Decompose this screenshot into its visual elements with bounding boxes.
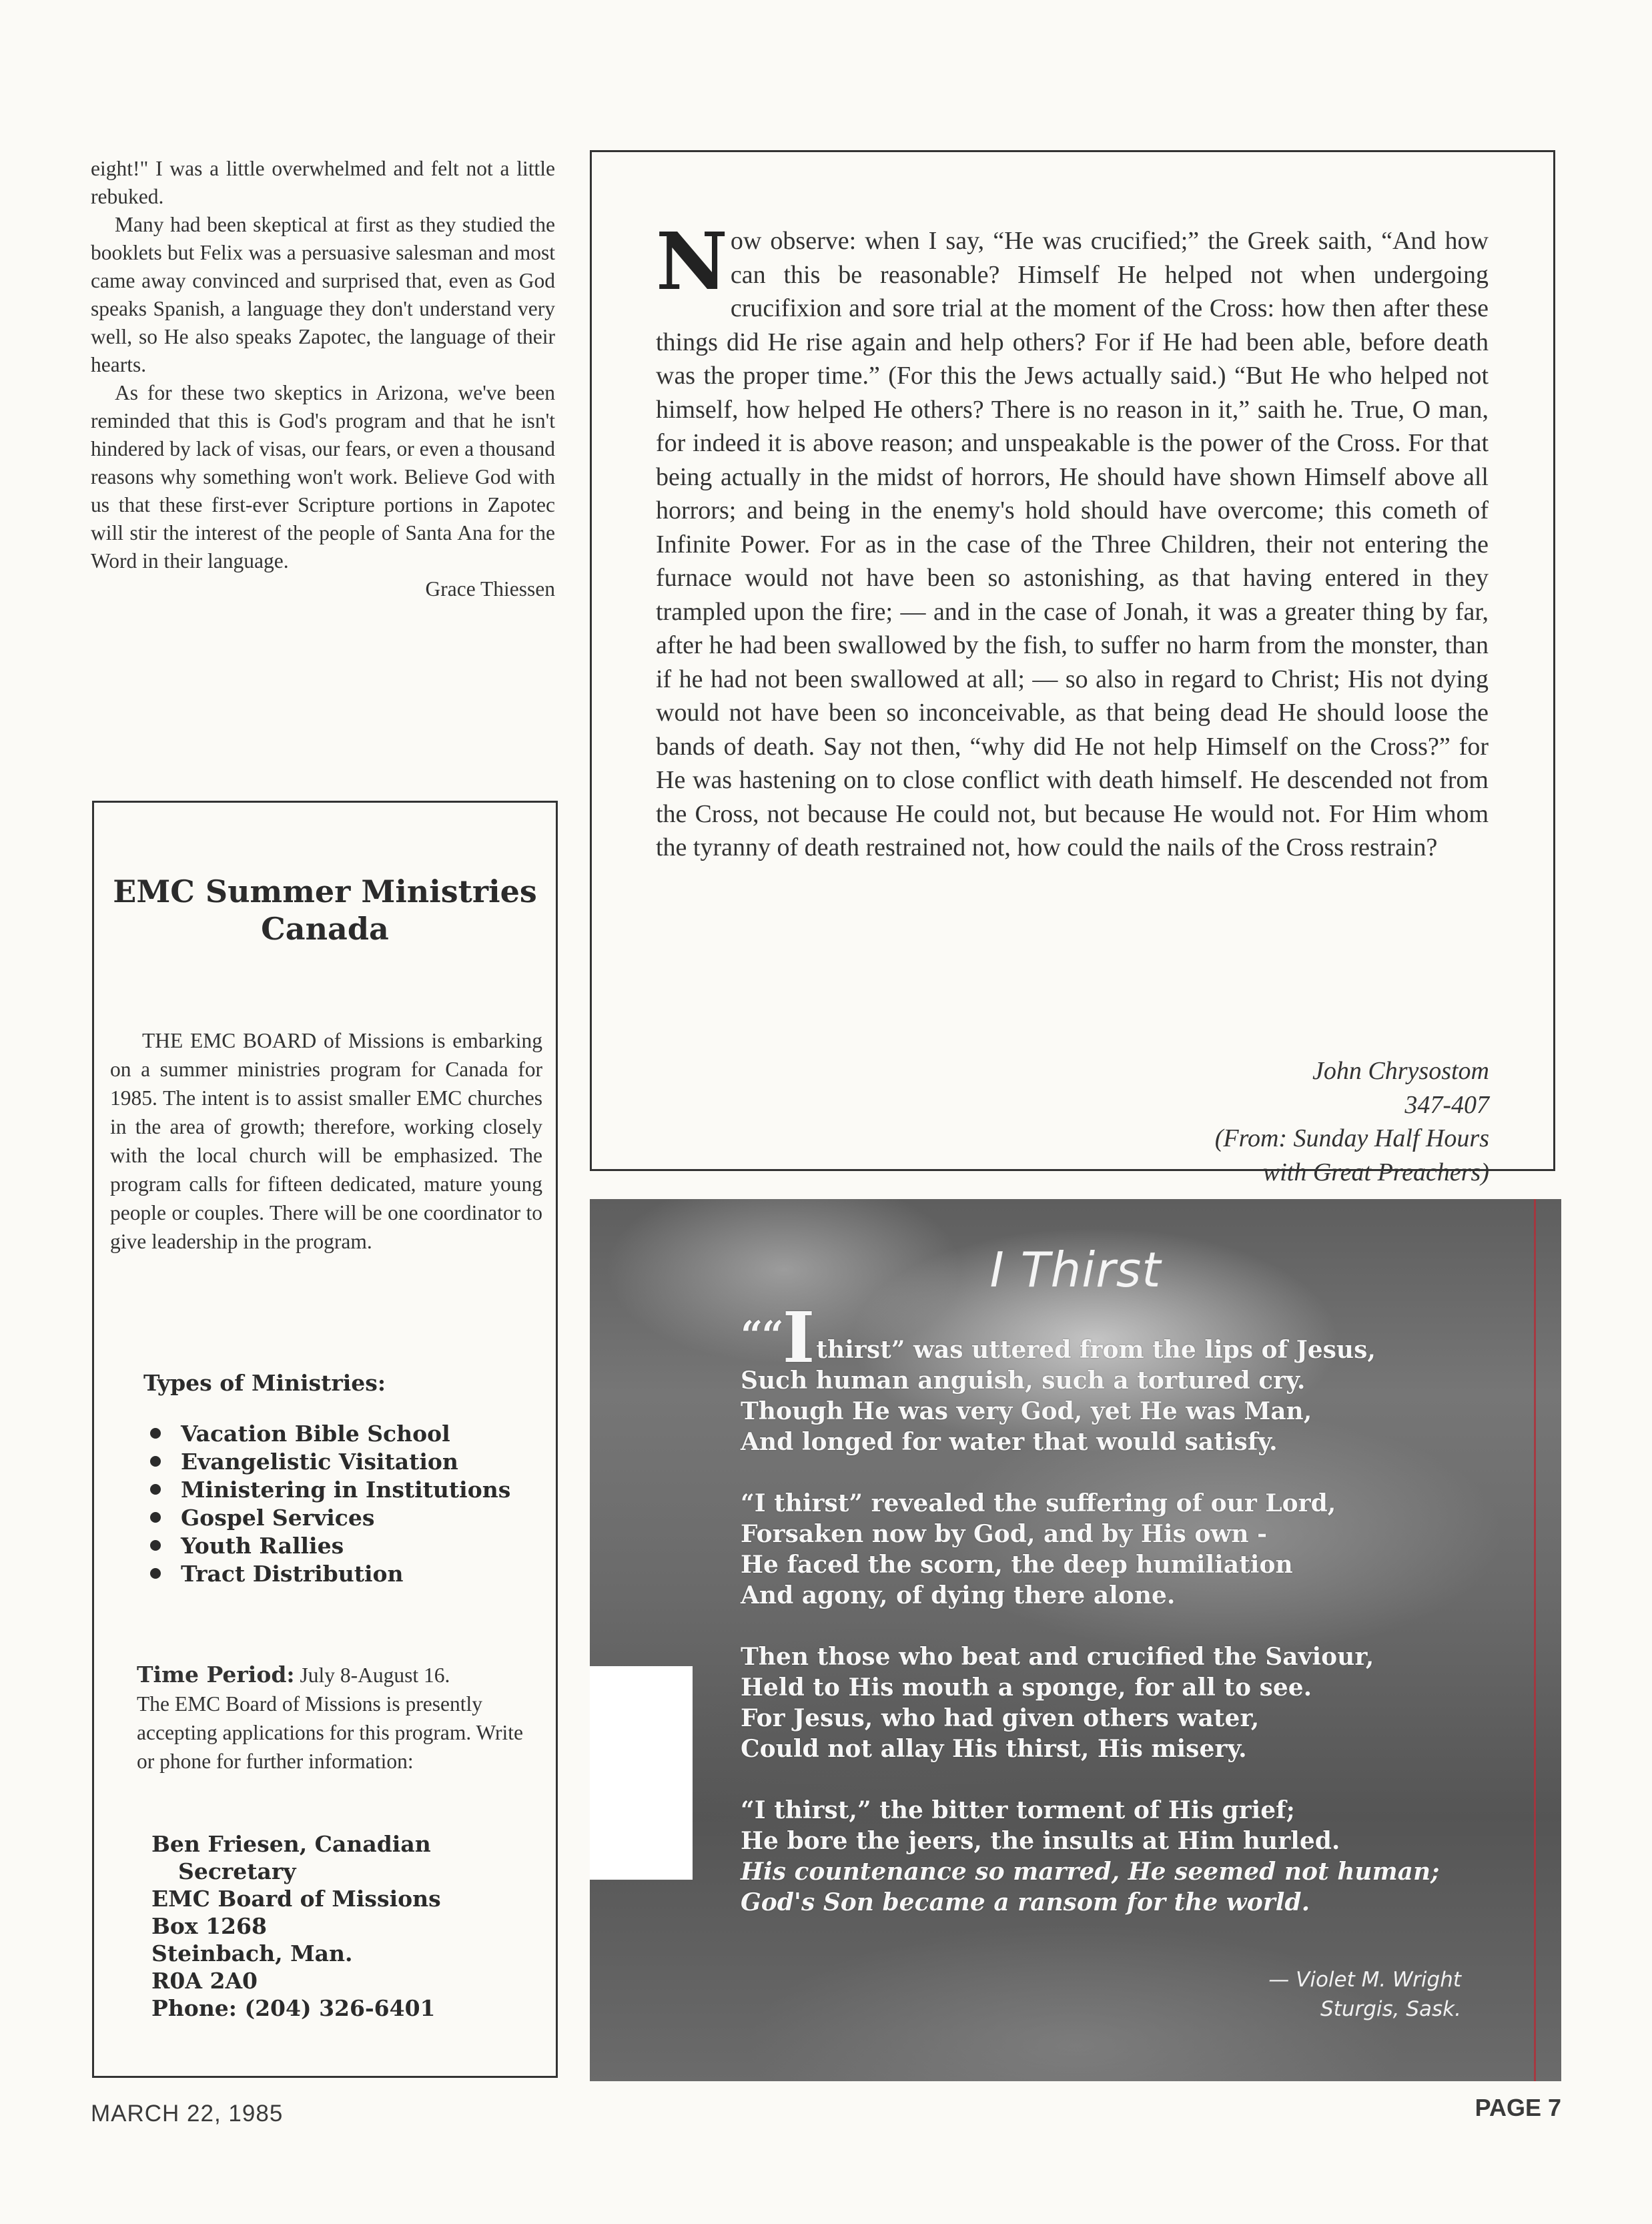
poem-author: — Violet M. Wright xyxy=(1268,1968,1461,1992)
contact-name: Ben Friesen, Canadian xyxy=(151,1831,431,1857)
list-item-label: Vacation Bible School xyxy=(181,1421,450,1447)
emc-body xyxy=(110,1026,542,1256)
poem-line: Though He was very God, yet He was Man, xyxy=(741,1397,1312,1425)
contact-org: EMC Board of Missions xyxy=(151,1886,441,1912)
poem-line: And agony, of dying there alone. xyxy=(741,1581,1176,1609)
contact-box: Box 1268 xyxy=(151,1913,267,1939)
quote-attribution xyxy=(1215,1054,1489,1189)
time-period-label: Time Period: xyxy=(137,1661,295,1688)
poem-big-letter: I xyxy=(782,1296,815,1379)
article-author: Grace Thiessen xyxy=(425,577,555,601)
poem-credit xyxy=(1268,1965,1461,2024)
poem-stanza xyxy=(741,1296,1495,1457)
intro-paragraph: As for these two skeptics in Arizona, we've been reminded that this is God's program and that he isn't hindered by lack of visas, our fears, or even a thousand reasons why something won't work. Believe God with us that these first-ever Scripture portions in Zapotec will stir the interest of the people of Santa Ana for the Word in their language. xyxy=(91,381,555,573)
poem-line: His countenance so marred, He seemed not human; xyxy=(741,1858,1440,1886)
bullet-icon xyxy=(150,1540,161,1551)
list-item xyxy=(150,1560,510,1588)
quote-body: ow observe: when I say, “He was crucified;” the Greek saith, “And how can this be reasonable? Himself He helped not when undergoing crucifixion and sore trial at the moment of the Cross: how then after these things did He rise again and help others? For if He had been able, before death was the proper time.” (For this the Jews actually said.) “But He who helped not himself, how helped He others? There is no reason in it,” saith he. True, O man, for indeed it is above reason; and unspeakable is the power of the Cross. For that being actually in the midst of horrors, He should have shown Himself above all horrors; and being in the enemy's hold should have overcome; this cometh of Infinite Power. For as in the case of the Three Children, their not entering the furnace would not have been so astonishing, as that having entered in they trampled upon the fire; — and in the case of Jonah, it was a greater thing by far, after he had been swallowed by the fish, to suffer no harm from the monster, than if he had not been swallowed at all; — so also in regard to Christ; His not dying would not have been so inconceivable, as that being dead He should loose the bands of death. Say not then, “why did He not help Himself on the Cross?” for He was hastening on to close conflict with death himself. He descended not from the Cross, not because He could not, but because He would not. For Him whom the tyranny of death restrained not, how could the nails of the Cross restrain? xyxy=(656,227,1489,861)
bullet-icon xyxy=(150,1484,161,1495)
emc-body-text: THE EMC BOARD of Missions is embarking on a summer ministries program for Canada for 1985. The intent is to assist smaller EMC churches in the area of growth; therefore, working closely with the local church will be emphasized. The program calls for fifteen dedicated, mature young people or couples. There will be one coordinator to give leadership in the program. xyxy=(110,1029,542,1253)
quote-years: 347-407 xyxy=(1404,1090,1489,1119)
list-item xyxy=(150,1532,510,1560)
list-item xyxy=(150,1476,510,1504)
contact-phone: Phone: (204) 326-6401 xyxy=(151,1995,436,2021)
emc-title-line2: Canada xyxy=(261,911,389,947)
quote-source-line2: with Great Preachers) xyxy=(1262,1158,1489,1186)
poem-line: Such human anguish, such a tortured cry. xyxy=(741,1367,1306,1395)
article-continuation xyxy=(91,155,555,603)
contact-address xyxy=(151,1830,545,2022)
quote-source-line1: (From: Sunday Half Hours xyxy=(1214,1124,1489,1152)
list-item-label: Ministering in Institutions xyxy=(181,1477,511,1503)
time-period-value: July 8-August 16. xyxy=(300,1663,450,1687)
contact-city: Steinbach, Man. xyxy=(151,1940,353,1966)
poem-line: Then those who beat and crucified the Saviour, xyxy=(741,1643,1374,1671)
open-quotes: ““ xyxy=(741,1313,783,1358)
bullet-icon xyxy=(150,1456,161,1467)
poem-line: Held to His mouth a sponge, for all to see. xyxy=(741,1674,1312,1702)
time-period-line xyxy=(137,1660,544,1690)
poem-body xyxy=(741,1296,1495,1948)
types-list xyxy=(150,1420,510,1588)
list-item xyxy=(150,1420,510,1448)
intro-paragraph: Many had been skeptical at first as they studied the booklets but Felix was a persuasive salesman and most came away convinced and surprised that, even as God speaks Spanish, a language they don't understand very well, so He also speaks Zapotec, the language of their hearts. xyxy=(91,213,555,376)
white-block xyxy=(590,1666,693,1880)
poem-line: “I thirst,” the bitter torment of His grief; xyxy=(741,1796,1295,1824)
list-item xyxy=(150,1504,510,1532)
time-period-text: The EMC Board of Missions is presently accepting applications for this program. Write or phone for further information: xyxy=(137,1692,523,1773)
list-item-label: Tract Distribution xyxy=(181,1561,404,1587)
bullet-icon xyxy=(150,1568,161,1579)
intro-paragraph: eight!" I was a little overwhelmed and felt not a little rebuked. xyxy=(91,157,555,208)
poem-line xyxy=(741,1296,1495,1379)
poem-first-line: thirst” was uttered from the lips of Jesus, xyxy=(816,1336,1376,1364)
emc-summer-ministries-box xyxy=(92,801,558,2078)
chrysostom-quote-box xyxy=(590,150,1555,1186)
bullet-icon xyxy=(150,1512,161,1523)
poem-line: “I thirst” revealed the suffering of our Lord, xyxy=(741,1489,1336,1517)
i-thirst-poem-panel xyxy=(590,1199,1561,2081)
list-item-label: Gospel Services xyxy=(181,1505,375,1531)
bullet-icon xyxy=(150,1428,161,1439)
contact-title: Secretary xyxy=(178,1858,296,1884)
poem-stanza xyxy=(741,1488,1495,1611)
quote-author: John Chrysostom xyxy=(1312,1057,1489,1085)
time-period-block xyxy=(137,1660,544,1776)
list-item xyxy=(150,1448,510,1476)
list-item-label: Youth Rallies xyxy=(181,1533,344,1559)
drop-cap: N xyxy=(656,215,728,308)
emc-title-line1: EMC Summer Ministries xyxy=(113,873,537,909)
poem-stanza xyxy=(741,1795,1495,1918)
footer-date: MARCH 22, 1985 xyxy=(91,2101,284,2127)
poem-line: God's Son became a ransom for the world. xyxy=(741,1888,1310,1916)
types-heading: Types of Ministries: xyxy=(143,1370,386,1396)
poem-line: He bore the jeers, the insults at Him hurled. xyxy=(741,1827,1340,1855)
poem-line: Could not allay His thirst, His misery. xyxy=(741,1735,1247,1763)
emc-title xyxy=(94,873,556,948)
list-item-label: Evangelistic Visitation xyxy=(181,1449,458,1475)
poem-line: And longed for water that would satisfy. xyxy=(741,1428,1278,1456)
poem-line: He faced the scorn, the deep humiliation xyxy=(741,1551,1293,1579)
poem-location: Sturgis, Sask. xyxy=(1320,1997,1461,2021)
quote-text xyxy=(656,215,1489,865)
poem-title: I Thirst xyxy=(989,1242,1162,1298)
contact-postal: R0A 2A0 xyxy=(151,1968,258,1994)
poem-line: For Jesus, who had given others water, xyxy=(741,1704,1260,1732)
poem-line: Forsaken now by God, and by His own - xyxy=(741,1520,1268,1548)
page-number: PAGE 7 xyxy=(1475,2094,1561,2121)
poem-stanza xyxy=(741,1641,1495,1764)
red-margin-line xyxy=(1534,1199,1536,2081)
